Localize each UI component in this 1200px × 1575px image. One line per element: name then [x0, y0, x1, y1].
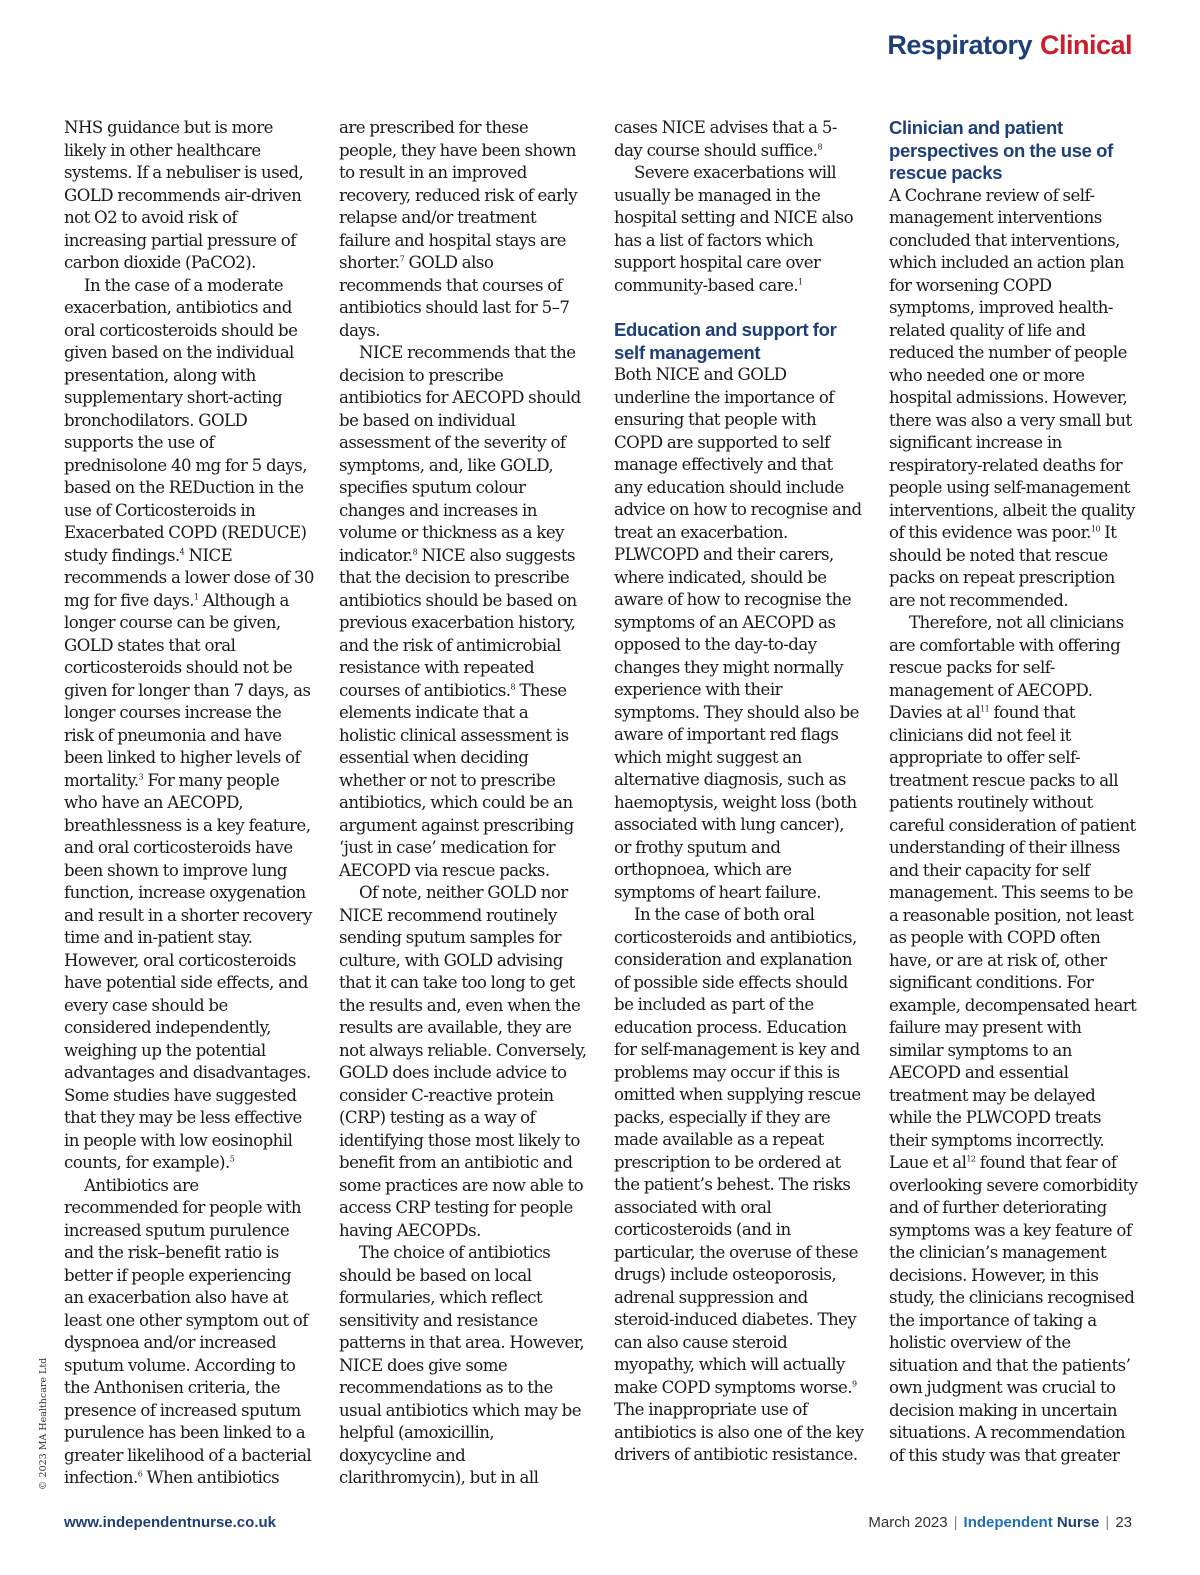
citation: 8: [817, 141, 822, 151]
citation: 8: [510, 681, 516, 691]
citation: 9: [852, 1378, 857, 1388]
page-header: [887, 30, 1132, 61]
citation: 3: [138, 771, 143, 781]
footer-website-link[interactable]: www.independentnurse.co.uk: [64, 1514, 276, 1531]
citation: 10: [1090, 524, 1100, 534]
paragraph: Of note, neither GOLD nor NICE recommend routinely sending sputum samples for culture, with GOLD advising that it can take too long to get the results and, even when the results are available, they are not always reliable. Conversely, GOLD does include advice to consider C-reactive protein (CRP) testing as a way of identifying those most likely to benefit from an antibiotic and some practices are now able to access CRP testing for people having AECOPDs.: [339, 883, 587, 1240]
citation: 1: [194, 591, 199, 601]
paragraph: Antibiotics are recommended for people with increased sputum purulence and the risk–benefit ratio is better if people experiencing an exacerbation also have at least one other symptom out of dyspnoea and/or increased sputum volume. According to the Anthonisen criteria, the presence of increased sputum purulence has been linked to a greater likelihood of a bacterial infection.$^6$ When antibiotics: [64, 1175, 312, 1487]
citation: 5: [229, 1154, 235, 1164]
citation: 4: [179, 546, 185, 556]
paragraph: NICE recommends that the decision to prescribe antibiotics for AECOPD should be based on individual assessment of the severity of symptoms, and, like GOLD, specifies sputum colour changes and increases in volume or thickness as a key indicator.$^8$ NICE also suggests that the decision to prescribe antibiotics should be based on previous exacerbation history, and the risk of antimicrobial resistance with repeated courses of antibiotics.$^8$ These elements indicate that a holistic clinical assessment is essential when deciding whether or not to prescribe antibiotics, which could be an argument against prescribing ‘just in case’ medication for AECOPD via rescue packs.: [339, 343, 581, 880]
citation: 11: [980, 704, 990, 714]
paragraph: In the case of both oral corticosteroids and antibiotics, consideration and explanation of possible side effects should be included as part of the education process. Education for self-management is key and problems may occur if this is omitted when supplying rescue packs, especially if they are made available as a repeat prescription to be ordered at the patient’s behest. The risks associated with oral corticosteroids (and in particular, the overuse of these drugs) include osteoporosis, adrenal suppression and steroid-induced diabetes. They can also cause steroid myopathy, which will actually make COPD symptoms worse.$^9$ The inappropriate use of antibiotics is also one of the key drivers of antibiotic resistance.: [614, 905, 864, 1464]
paragraph: Severe exacerbations will usually be managed in the hospital setting and NICE also has a list of factors which support hospital care over community-based care.$^1$: [614, 163, 854, 295]
column-4: [889, 117, 1139, 1467]
paragraph: NHS guidance but is more likely in other healthcare systems. If a nebuliser is used, GOLD recommends air-driven not O2 to avoid risk of increasing partial pressure of carbon dioxide (PaCO2).: [64, 118, 304, 272]
column-2: [339, 117, 589, 1490]
paragraph: Both NICE and GOLD underline the importance of ensuring that people with COPD are supported to self manage effectively and that any education should include advice on how to recognise and treat an exacerbation. PLWCOPD and their carers, where indicated, should be aware of how to recognise the symptoms of an AECOPD as opposed to the day-to-day changes they might normally experience with their symptoms. They should also be aware of important red flags which might suggest an alternative diagnosis, such as haemoptysis, weight loss (both associated with lung cancer), or frothy sputum and orthopnoea, which are symptoms of heart failure.: [614, 365, 862, 902]
paragraph: cases NICE advises that a 5-day course should suffice.$^8$: [614, 118, 837, 160]
citation: 1: [798, 276, 803, 286]
section-label: Respiratory: [887, 30, 1032, 60]
paragraph: In the case of a moderate exacerbation, antibiotics and oral corticosteroids should be given based on the individual presentation, along with supplementary short-acting bronchodilators. GOLD supports the use of prednisolone 40 mg for 5 days, based on the REDuction in the use of Corticosteroids in Exacerbated COPD (REDUCE) study findings.$^4$ NICE recommends a lower dose of 30 mg for five days.$^1$ Although a longer course can be given, GOLD states that oral corticosteroids should not be given for longer than 7 days, as longer courses increase the risk of pneumonia and have been linked to higher levels of mortality.$^3$ For many people who have an AECOPD, breathlessness is a key feature, and oral corticosteroids have been shown to improve lung function, increase oxygenation and result in a shorter recovery time and in-patient stay. However, oral corticosteroids have potential side effects, and every case should be considered independently, weighing up the potential advantages and disadvantages. Some studies have suggested that they may be less effective in people with low eosinophil counts, for example).$^5$: [64, 275, 314, 1172]
section-heading: Education and support for self management: [614, 319, 837, 363]
paragraph: A Cochrane review of self-management interventions concluded that interventions, which included an action plan for worsening COPD symptoms, improved health-related quality of life and reduced the number of people who needed one or more hospital admissions. However, there was also a very small but significant increase in respiratory-related deaths for people using self-management interventions, albeit the quality of this evidence was poor.$^{10}$ It should be noted that rescue packs on repeat prescription are not recommended.: [889, 185, 1135, 610]
paragraph: are prescribed for these people, they have been shown to result in an improved recovery, reduced risk of early relapse and/or treatment failure and hospital stays are shorter.$^7$ GOLD also recommends that courses of antibiotics should last for 5–7 days.: [339, 118, 578, 340]
copyright-notice: © 2023 MA Healthcare Ltd: [38, 1357, 49, 1490]
citation: 7: [399, 254, 405, 264]
column-1: [64, 117, 314, 1490]
separator: |: [1105, 1514, 1110, 1531]
paragraph: Therefore, not all clinicians are comfortable with offering rescue packs for self-management of AECOPD. Davies at $al^{11}$ found that clinicians did not feel it appropriate to offer self-treatment rescue packs to all patients routinely without careful consideration of patient understanding of their illness and their capacity for self management. This seems to be a reasonable position, not least as people with COPD often have, or are at risk of, other significant conditions. For example, decompensated heart failure may present with similar symptoms to an AECOPD and essential treatment may be delayed while the PLWCOPD treats their symptoms incorrectly. Laue et $al^{12}$ found that fear of overlooking severe comorbidity and of further deteriorating symptoms was a key feature of the clinician’s management decisions. However, in this study, the clinicians recognised the importance of taking a holistic overview of the situation and that the patients’ own judgment was crucial to decision making in uncertain situations. A recommendation of this study was that greater: [889, 613, 1138, 1465]
category-label: Clinical: [1039, 30, 1132, 60]
column-3: [614, 117, 864, 1467]
citation: 6: [137, 1469, 143, 1479]
footer-issue-info: March 2023 | Independent Nurse | 23: [868, 1514, 1132, 1531]
issue-date: March 2023: [868, 1514, 948, 1531]
publication-name: Independent: [963, 1514, 1053, 1531]
page-number: 23: [1115, 1514, 1132, 1531]
paragraph: The choice of antibiotics should be based on local formularies, which reflect sensitivity and resistance patterns in that area. However, NICE does give some recommendations as to the usual antibiotics which may be helpful (amoxicillin, doxycycline and clarithromycin), but in all: [339, 1243, 585, 1487]
separator: |: [953, 1514, 958, 1531]
citation: 8: [412, 546, 418, 556]
citation: 12: [966, 1154, 976, 1164]
section-heading: Clinician and patient perspectives on the use of rescue packs: [889, 117, 1113, 183]
